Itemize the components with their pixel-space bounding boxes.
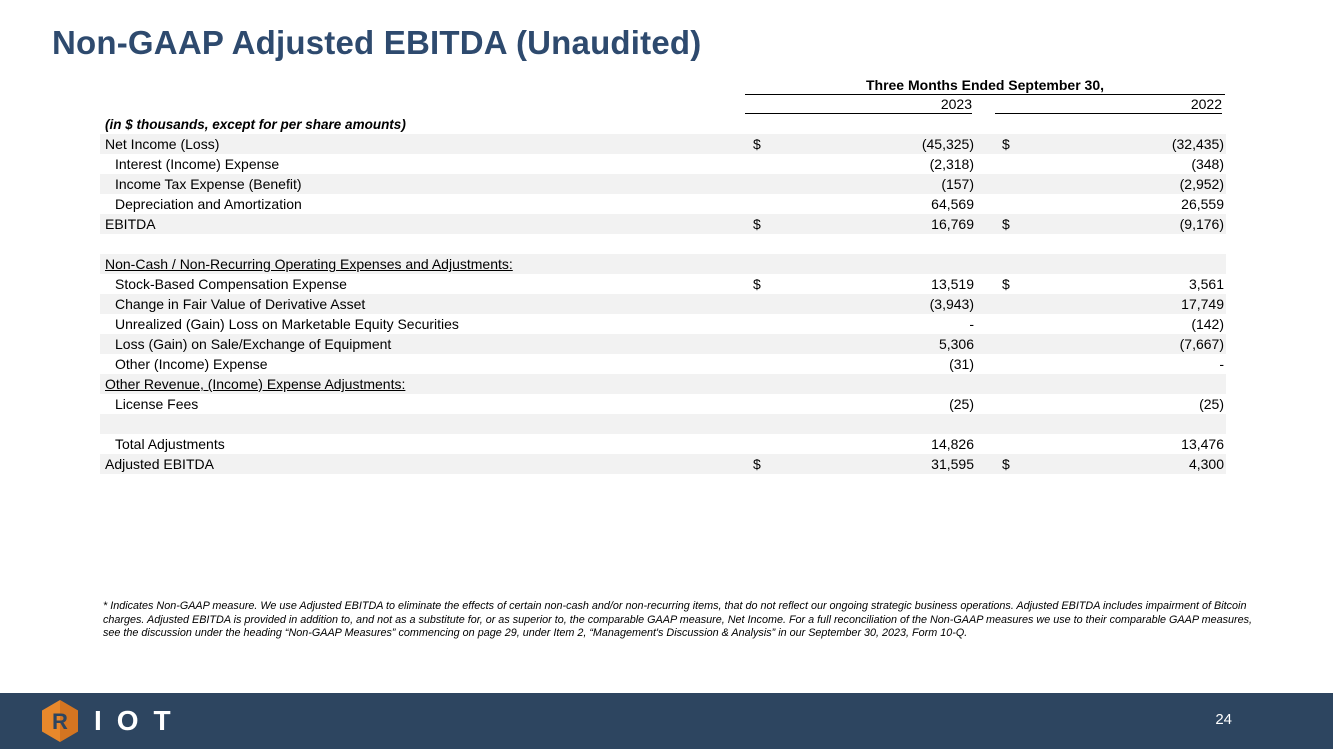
currency-symbol: $: [753, 216, 761, 232]
row-label: EBITDA: [105, 216, 156, 232]
value-2022: 3,561: [1188, 276, 1224, 292]
table-row: [100, 394, 1226, 414]
logo-wordmark: IOT: [94, 705, 186, 736]
table-row-spacer: [100, 234, 1226, 254]
table-row: [100, 214, 1226, 234]
value-2023: 64,569: [931, 196, 974, 212]
value-2022: (9,176): [1179, 216, 1224, 232]
table-section-heading: [100, 254, 1226, 274]
value-2022: (142): [1191, 316, 1224, 332]
section-heading: Non-Cash / Non-Recurring Operating Expenses and Adjustments:: [105, 256, 513, 272]
value-2022: 4,300: [1188, 456, 1224, 472]
table-row: [100, 334, 1226, 354]
row-label: Interest (Income) Expense: [115, 156, 280, 172]
row-label: Total Adjustments: [115, 436, 225, 452]
value-2023: -: [969, 316, 974, 332]
table-section-heading: [100, 374, 1226, 394]
currency-symbol: $: [1002, 136, 1010, 152]
units-note: (in $ thousands, except for per share amounts): [105, 117, 406, 132]
section-heading: Other Revenue, (Income) Expense Adjustments:: [105, 376, 406, 392]
table-row: [100, 154, 1226, 174]
page-number: 24: [1215, 711, 1232, 728]
ebitda-table: [100, 134, 1226, 474]
hexagon-r-logo-icon: [40, 699, 80, 743]
row-label: Unrealized (Gain) Loss on Marketable Equity Securities: [115, 316, 459, 332]
value-2023: 31,595: [931, 456, 974, 472]
year-header-2022: 2022: [995, 96, 1222, 114]
value-2023: 13,519: [931, 276, 974, 292]
row-label: Adjusted EBITDA: [105, 456, 214, 472]
value-2023: (3,943): [929, 296, 974, 312]
value-2022: (7,667): [1179, 336, 1224, 352]
value-2023: (157): [941, 176, 974, 192]
table-row: [100, 454, 1226, 474]
row-label: Loss (Gain) on Sale/Exchange of Equipment: [115, 336, 392, 352]
value-2022: (25): [1199, 396, 1224, 412]
value-2022: (32,435): [1171, 136, 1224, 152]
currency-symbol: $: [1002, 216, 1010, 232]
footnote: * Indicates Non-GAAP measure. We use Adjusted EBITDA to eliminate the effects of certain non-cash and/or non-recurring items, that do not reflect our ongoing strategic business operations. Adjusted EBITDA includes impairment of Bitcoin charges. Adjusted EBITDA is provided in addition to, and not as a substitute for, or as superior to, the comparable GAAP measure, Net Income. For a full reconciliation of the Non-GAAP measures we use to their comparable GAAP measures, see the discussion under the heading “Non-GAAP Measures” commencing on page 29, under Item 2, “Management's Discussion & Analysis” in our September 30, 2023, Form 10-Q.: [103, 600, 1253, 639]
currency-symbol: $: [1002, 276, 1010, 292]
value-2022: (2,952): [1179, 176, 1224, 192]
table-row: [100, 174, 1226, 194]
row-label: License Fees: [115, 396, 199, 412]
page-title: Non-GAAP Adjusted EBITDA (Unaudited): [52, 24, 702, 61]
value-2022: 17,749: [1181, 296, 1224, 312]
row-label: Depreciation and Amortization: [115, 196, 302, 212]
riot-logo: [40, 699, 186, 743]
row-label: Stock-Based Compensation Expense: [115, 276, 347, 292]
currency-symbol: $: [753, 276, 761, 292]
currency-symbol: $: [753, 136, 761, 152]
value-2023: (45,325): [921, 136, 974, 152]
period-header: Three Months Ended September 30,: [745, 77, 1225, 95]
footer-bar: [0, 693, 1333, 749]
value-2023: (25): [949, 396, 974, 412]
table-row: [100, 134, 1226, 154]
value-2023: (2,318): [929, 156, 974, 172]
row-label: Other (Income) Expense: [115, 356, 268, 372]
row-label: Change in Fair Value of Derivative Asset: [115, 296, 366, 312]
table-row: [100, 354, 1226, 374]
table-row: [100, 194, 1226, 214]
table-row: [100, 434, 1226, 454]
value-2022: 26,559: [1181, 196, 1224, 212]
row-label: Income Tax Expense (Benefit): [115, 176, 302, 192]
year-header-2023: 2023: [745, 96, 972, 114]
table-row: [100, 274, 1226, 294]
table-row: [100, 314, 1226, 334]
value-2023: 14,826: [931, 436, 974, 452]
value-2023: (31): [949, 356, 974, 372]
currency-symbol: $: [753, 456, 761, 472]
table-row-spacer: [100, 414, 1226, 434]
value-2022: 13,476: [1181, 436, 1224, 452]
currency-symbol: $: [1002, 456, 1010, 472]
value-2022: -: [1219, 356, 1224, 372]
value-2023: 5,306: [938, 336, 974, 352]
value-2022: (348): [1191, 156, 1224, 172]
row-label: Net Income (Loss): [105, 136, 220, 152]
value-2023: 16,769: [931, 216, 974, 232]
logo-mark-letter: R: [52, 709, 68, 734]
table-row: [100, 294, 1226, 314]
